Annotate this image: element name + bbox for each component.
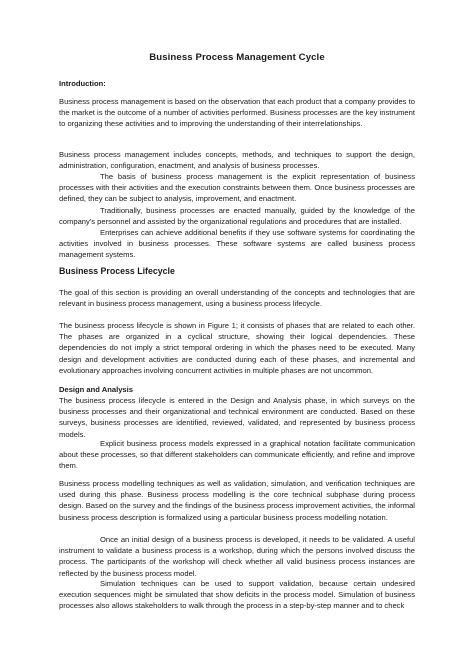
introduction-heading: Introduction: [59,79,106,88]
intro-paragraph-1: Business process management is based on the observation that each product that a company provides to the market is the outcome of a number of activities performed. Business processes are the key instrument to organizing these activities and to improving the understanding of their interrelationships. [59,97,415,129]
lifecycle-paragraph-1: The goal of this section is providing an overall understanding of the concepts and technologies that are relevant in business process management, using a business process lifecycle. [59,288,415,309]
design-paragraph-3: Business process modelling techniques as well as validation, simulation, and verification techniques are used during this phase. Business process modelling is the core technical subphase during process design. Based on the survey and the findings of the business process improvement activities, the informal business process description is formalized using a particular business process modelling notation. [59,479,415,522]
design-paragraph-1: The business process lifecycle is entered in the Design and Analysis phase, in which surveys on the business processes and their organizational and technical environment are conducted. Based on these surveys, business processes are identified, reviewed, validated, and represented by business process models. [59,396,415,439]
intro-paragraph-2: Business process management includes concepts, methods, and techniques to support the design, administration, configuration, enactment, and analysis of business processes. [59,150,415,171]
intro-paragraph-3: The basis of business process management is the explicit representation of business processes with their activities and the execution constraints between them. Once business processes are defined, they can be subject to analysis, improvement, and enactment. [59,172,415,204]
intro-paragraph-4: Traditionally, business processes are enacted manually, guided by the knowledge of the company's personnel and assisted by the organizational regulations and procedures that are installed. [59,206,415,227]
lifecycle-heading: Business Process Lifecycle [59,266,175,276]
design-paragraph-4: Once an initial design of a business process is developed, it needs to be validated. A useful instrument to validate a business process is a workshop, during which the persons involved discuss the process. The participants of the workshop will check whether all valid business process instances are reflected by the business process model. [59,535,415,578]
document-title: Business Process Management Cycle [149,52,325,63]
design-paragraph-2: Explicit business process models expressed in a graphical notation facilitate communication about these processes, so that different stakeholders can communicate efficiently, and refine and improve them. [59,439,415,471]
lifecycle-paragraph-2: The business process lifecycle is shown in Figure 1; it consists of phases that are related to each other. The phases are organized in a cyclical structure, showing their logical dependencies. These dependencies do not imply a strict temporal ordering in which the phases need to be executed. Many design and development activities are conducted during each of these phases, and incremental and evolutionary approaches involving concurrent activities in multiple phases are not uncommon. [59,321,415,375]
intro-paragraph-5: Enterprises can achieve additional benefits if they use software systems for coordinating the activities involved in business processes. These software systems are called business process management systems. [59,228,415,260]
design-analysis-heading: Design and Analysis [59,385,133,394]
design-paragraph-5: Simulation techniques can be used to support validation, because certain undesired execution sequences might be simulated that show deficits in the process model. Simulation of business processes also allows stakeholders to walk through the process in a step-by-step manner and to check [59,579,415,611]
